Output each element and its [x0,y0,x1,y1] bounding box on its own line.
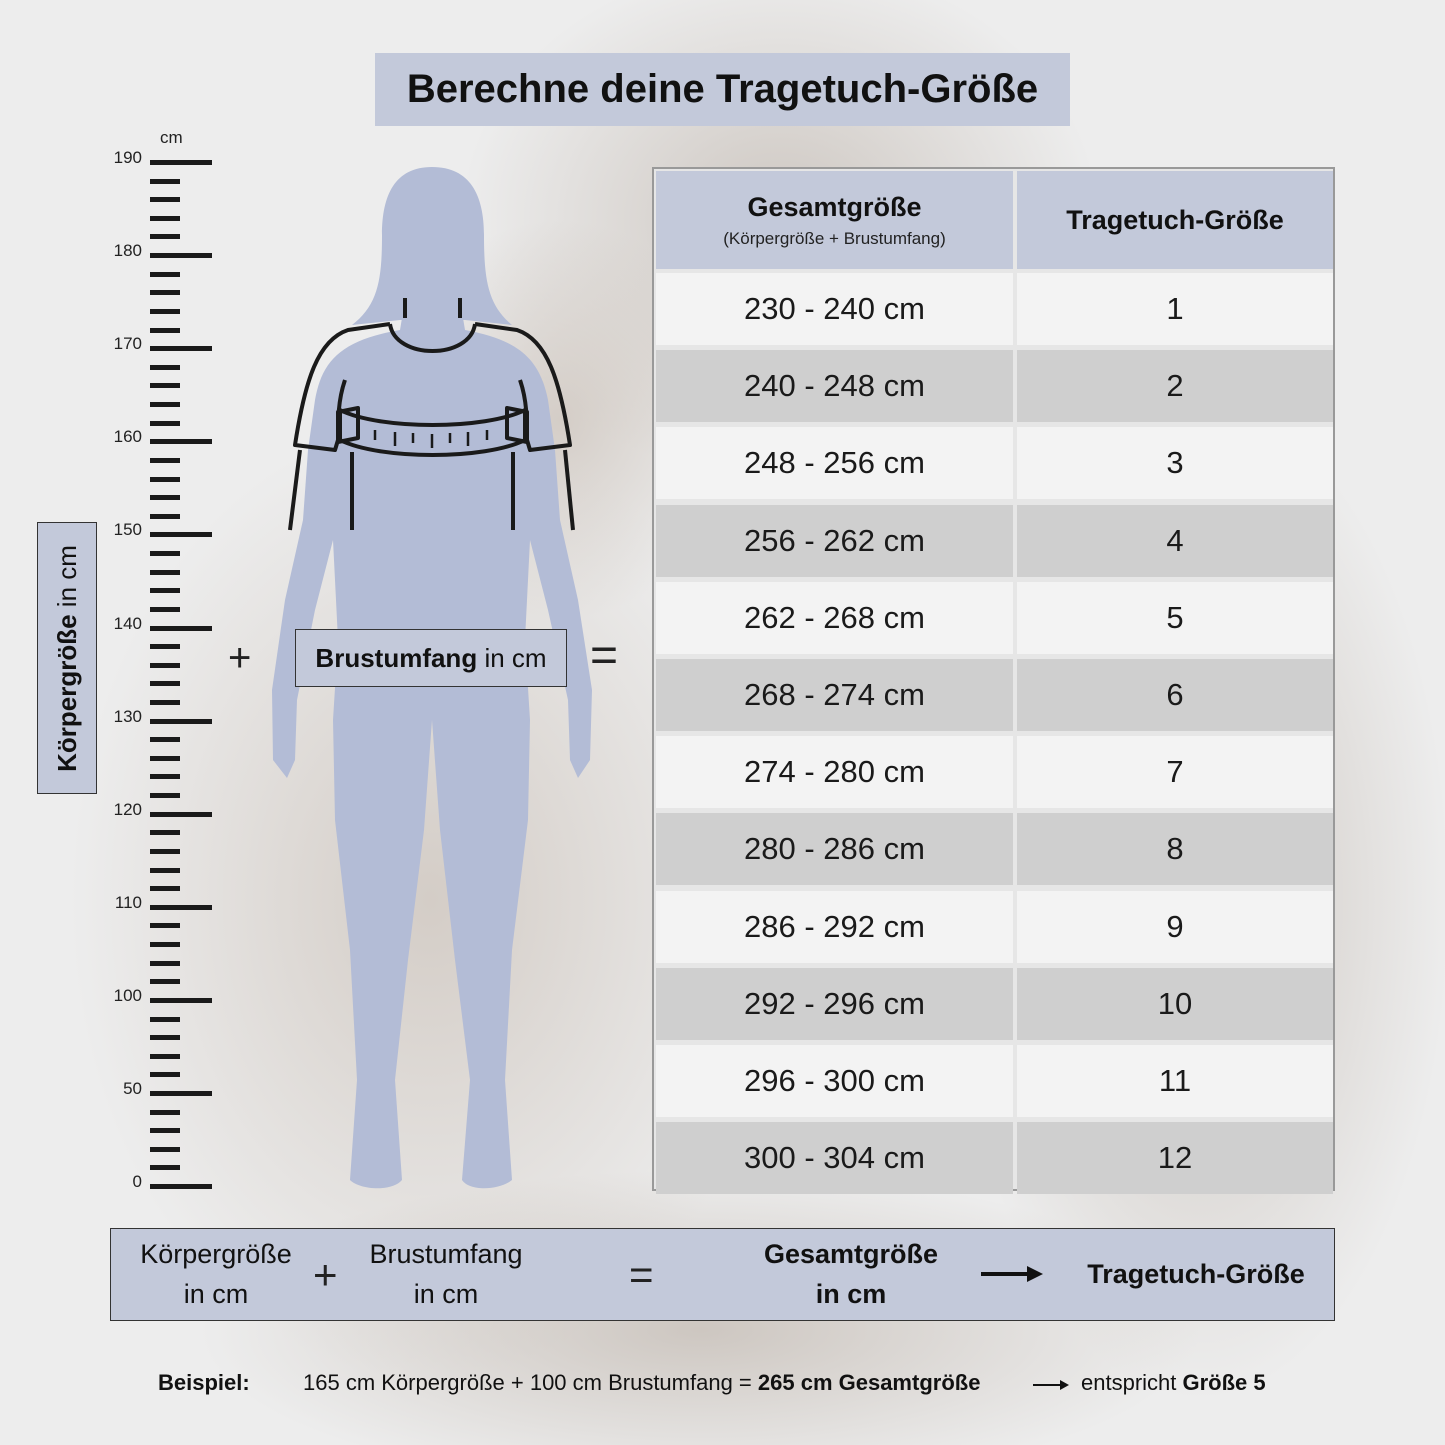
ruler-label: 0 [132,1172,142,1192]
ruler-minor-tick [150,1035,180,1040]
ruler-minor-tick [150,514,180,519]
ruler-label: 160 [113,427,142,447]
body-height-label-bold: Körpergröße [51,613,82,772]
ruler-minor-tick [150,1017,180,1022]
ruler-major-tick [150,626,212,631]
table-row [656,1045,1333,1117]
sling-size-cell: 3 [1017,427,1333,499]
ruler-minor-tick [150,1072,180,1077]
header-total-size-title: Gesamtgröße [747,191,922,222]
sling-size-cell: 1 [1017,273,1333,345]
header-total-size [656,171,1013,269]
ruler-minor-tick [150,477,180,482]
ruler-minor-tick [150,290,180,295]
ruler-minor-tick [150,607,180,612]
formula-result [1071,1229,1321,1319]
example-line [0,1370,1445,1402]
sling-size-cell: 12 [1017,1122,1333,1194]
ruler-label: 180 [113,241,142,261]
example-label: Beispiel: [158,1370,250,1395]
sling-size-cell: 5 [1017,582,1333,654]
ruler-minor-tick [150,886,180,891]
ruler-major-tick [150,346,212,351]
ruler-minor-tick [150,458,180,463]
ruler-label: 50 [123,1079,142,1098]
ruler-minor-tick [150,1054,180,1059]
formula-chest [351,1229,541,1319]
ruler-major-tick [150,1184,212,1189]
table-row [656,891,1333,963]
ruler-minor-tick [150,868,180,873]
ruler-minor-tick [150,793,180,798]
header-total-size-sub: (Körpergröße + Brustumfang) [723,228,946,248]
formula-bar [110,1228,1335,1321]
ruler-minor-tick [150,942,180,947]
table-row [656,659,1333,731]
example-text1: 165 cm Körpergröße + 100 cm Brustumfang = [303,1370,758,1395]
arrow-right-small-icon [1032,1378,1070,1392]
ruler-minor-tick [150,328,180,333]
formula-equals: = [629,1251,654,1298]
formula-body-height-line2: in cm [183,1279,249,1309]
ruler-major-tick [150,253,212,258]
sling-size-cell: 9 [1017,891,1333,963]
ruler-minor-tick [150,700,180,705]
ruler-minor-tick [150,774,180,779]
page-title: Berechne deine Tragetuch-Größe [375,53,1070,126]
table-row [656,1122,1333,1194]
total-size-cell: 300 - 304 cm [656,1122,1013,1194]
ruler-minor-tick [150,551,180,556]
sling-size-cell: 2 [1017,350,1333,422]
formula-body-height-line1: Körpergröße [140,1239,292,1269]
ruler-major-tick [150,439,212,444]
formula-total [751,1229,951,1319]
ruler-minor-tick [150,1147,180,1152]
formula-result-text: Tragetuch-Größe [1087,1259,1305,1289]
ruler-minor-tick [150,979,180,984]
ruler-minor-tick [150,830,180,835]
ruler-minor-tick [150,849,180,854]
ruler-minor-tick [150,234,180,239]
ruler-minor-tick [150,923,180,928]
table-row [656,427,1333,499]
formula-total-line1: Gesamtgröße [763,1239,939,1269]
header-sling-size-title: Tragetuch-Größe [1066,204,1284,235]
chest-label-unit: in cm [484,642,547,673]
total-size-cell: 286 - 292 cm [656,891,1013,963]
body-height-label [37,522,97,794]
table-row [656,968,1333,1040]
ruler-minor-tick [150,961,180,966]
ruler-major-tick [150,812,212,817]
ruler-minor-tick [150,1165,180,1170]
table-row [656,505,1333,577]
ruler-label: 100 [113,985,142,1005]
sling-size-cell: 7 [1017,736,1333,808]
ruler-label: 120 [113,799,142,819]
example-total: 265 cm Gesamtgröße [757,1370,981,1395]
ruler-major-tick [150,1091,212,1096]
ruler-minor-tick [150,588,180,593]
total-size-cell: 262 - 268 cm [656,582,1013,654]
ruler-minor-tick [150,216,180,221]
total-size-cell: 240 - 248 cm [656,350,1013,422]
sling-size-cell: 6 [1017,659,1333,731]
example-result [1081,1370,1266,1396]
example-calculation [303,1370,980,1396]
ruler-minor-tick [150,383,180,388]
ruler-minor-tick [150,179,180,184]
example-text2: entspricht [1081,1370,1183,1395]
ruler-minor-tick [150,402,180,407]
ruler-label: 130 [113,706,142,726]
ruler-minor-tick [150,681,180,686]
plus-sign: + [228,636,252,680]
formula-chest-line2: in cm [413,1279,479,1309]
total-size-cell: 292 - 296 cm [656,968,1013,1040]
size-table [652,167,1335,1191]
ruler-minor-tick [150,737,180,742]
ruler-minor-tick [150,1110,180,1115]
ruler-major-tick [150,532,212,537]
ruler-minor-tick [150,663,180,668]
ruler-minor-tick [150,365,180,370]
ruler-label: 110 [114,892,142,912]
equals-sign: = [590,629,619,682]
ruler-minor-tick [150,570,180,575]
arrow-right-icon [979,1263,1045,1285]
sling-size-cell: 8 [1017,813,1333,885]
total-size-cell: 268 - 274 cm [656,659,1013,731]
example-size: Größe 5 [1182,1370,1266,1395]
ruler-label: 190 [113,148,142,167]
table-row [656,736,1333,808]
total-size-cell: 280 - 286 cm [656,813,1013,885]
body-height-label-unit: in cm [51,544,82,607]
sling-size-cell: 10 [1017,968,1333,1040]
formula-plus: + [313,1251,338,1298]
height-ruler [0,120,230,1200]
formula-body-height [126,1229,306,1319]
ruler-minor-tick [150,756,180,761]
total-size-cell: 274 - 280 cm [656,736,1013,808]
ruler-minor-tick [150,1128,180,1133]
ruler-minor-tick [150,421,180,426]
ruler-major-tick [150,719,212,724]
table-row [656,273,1333,345]
ruler-minor-tick [150,309,180,314]
total-size-cell: 296 - 300 cm [656,1045,1013,1117]
header-sling-size [1017,171,1333,269]
ruler-minor-tick [150,197,180,202]
table-row [656,582,1333,654]
total-size-cell: 248 - 256 cm [656,427,1013,499]
ruler-major-tick [150,998,212,1003]
chest-label-bold: Brustumfang [315,642,478,673]
total-size-cell: 256 - 262 cm [656,505,1013,577]
sling-size-cell: 11 [1017,1045,1333,1117]
total-size-cell: 230 - 240 cm [656,273,1013,345]
ruler-minor-tick [150,495,180,500]
ruler-label: 150 [113,520,142,540]
ruler-minor-tick [150,644,180,649]
ruler-label: 170 [113,334,142,354]
chest-circumference-label [295,629,567,687]
formula-chest-line1: Brustumfang [369,1239,523,1269]
formula-total-line2: in cm [815,1279,887,1309]
table-row [656,813,1333,885]
table-row [656,350,1333,422]
ruler-minor-tick [150,272,180,277]
table-header [656,171,1333,269]
ruler-unit: cm [160,128,183,147]
ruler-major-tick [150,160,212,165]
sling-size-cell: 4 [1017,505,1333,577]
ruler-label: 140 [113,613,142,633]
ruler-major-tick [150,905,212,910]
